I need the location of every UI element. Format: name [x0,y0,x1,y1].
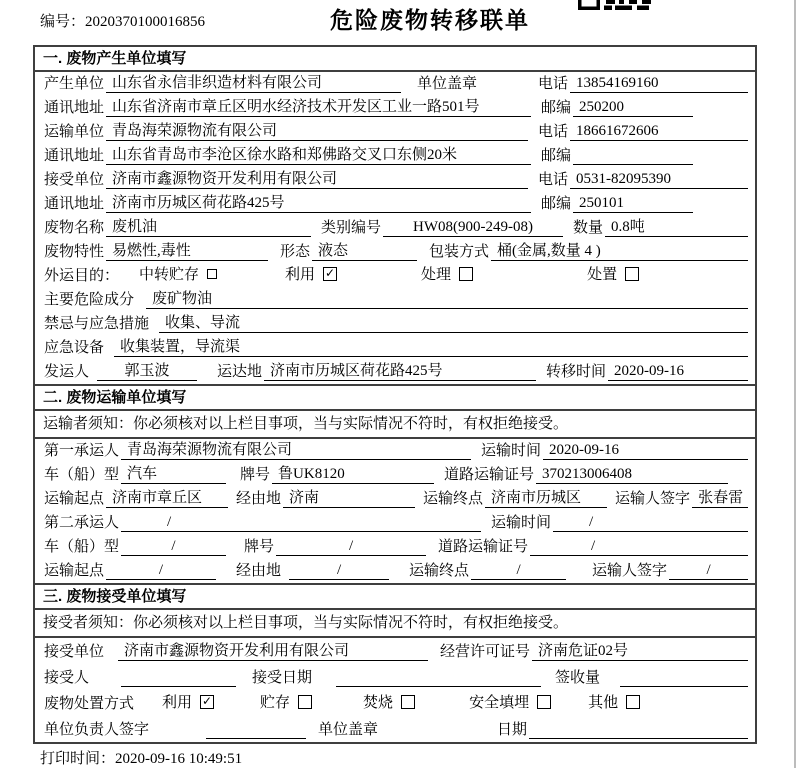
carrier1-terminus-value: 济南市历城区 [485,486,607,508]
taboo-value: 收集、导流 [159,311,748,333]
hazard-label: 主要危险成分 [44,292,135,308]
row-transporter-unit [35,120,755,144]
signed-qty-label: 签收量 [555,670,601,686]
checkbox-label: 其他 [588,695,619,711]
via-label: 经由地 [236,563,282,579]
checkbox-label: 焚烧 [363,695,394,711]
waste-name-value: 废机油 [106,215,311,237]
purpose-option-transfer-storage [139,263,217,285]
quantity-value: 0.8吨 [605,215,748,237]
transfer-time-label: 转移时间 [546,364,607,380]
destination-value: 济南市历城区荷花路425号 [264,359,536,381]
terminus-label: 运输终点 [423,491,484,507]
section-transporter [35,384,755,583]
carrier2-via-value: / [289,562,389,580]
section3-title: 三. 废物接受单位填写 [35,585,755,610]
zip-label: 邮编 [540,148,571,164]
characteristics-value: 易燃性,毒性 [106,239,268,261]
disposal-option-incinerate [363,691,415,713]
row-carrier1-route [35,487,755,511]
checkbox-label: 处置 [587,267,618,283]
category-label: 类别编号 [321,220,382,236]
receiver-value: 济南市鑫源物资开发利用有限公司 [106,167,528,189]
road-permit-label: 道路运输证号 [438,539,529,555]
form-value: 液态 [312,239,417,261]
transporter-notice: 运输者须知：你必须核对以上栏目事项，当与实际情况不符时，有权拒绝接受。 [35,411,755,439]
receiver-zip-value: 250101 [573,195,693,213]
checkbox-icon [459,267,473,281]
row-carrier1 [35,439,755,463]
row-acceptor [35,664,755,690]
row-waste-characteristics [35,240,755,264]
row-taboo-measures [35,312,755,336]
transport-time-label: 运输时间 [490,515,551,531]
checkbox-label: 处理 [421,267,452,283]
category-code-value: HW08(900-249-08) [383,219,563,237]
row-emergency-equipment [35,336,755,360]
carrier1-via-value: 济南 [283,486,415,508]
carrier1-origin-value: 济南市章丘区 [106,486,228,508]
print-time-label: 打印时间： [40,751,116,767]
carrier2-sign-value: / [669,562,748,580]
seal-label: 单位盖章 [318,722,379,738]
checkmark: ✓ [325,265,336,280]
receiver-label: 接受单位 [44,644,105,660]
carrier-sign-label: 运输人签字 [615,491,691,507]
phone-label: 电话 [537,76,568,92]
checkmark: ✓ [202,693,213,708]
checkbox-label: 中转贮存 [139,267,200,283]
responsible-sign-value [206,722,306,739]
address-label: 通讯地址 [44,148,105,164]
checkbox-label: 利用 [162,695,193,711]
accept-date-label: 接受日期 [252,670,313,686]
serial-value: 2020370100016856 [85,14,206,30]
checkbox-checked-icon [200,695,214,709]
checkbox-label: 利用 [285,267,316,283]
carrier2-name-value: / [121,514,481,532]
signed-qty-value [620,670,748,687]
print-time-value: 2020-09-16 10:49:51 [115,751,243,767]
checkbox-label: 安全填埋 [469,695,530,711]
purpose-option-utilize [285,263,337,285]
purpose-option-dispose [587,263,639,285]
row-responsible-signature [35,716,755,742]
taboo-label: 禁忌与应急措施 [44,316,150,332]
vehicle-label: 车（船）型 [44,467,120,483]
responsible-sign-label: 单位负责人签字 [44,722,150,738]
checkbox-icon [537,695,551,709]
receiver-phone-value: 0531-82095390 [570,171,748,189]
checkbox-label: 贮存 [260,695,291,711]
carrier2-vehicle-value: / [121,538,226,556]
checkbox-icon [626,695,640,709]
transporter-zip-value [573,148,693,165]
date-value [529,722,748,739]
characteristics-label: 废物特性 [44,244,105,260]
phone-label: 电话 [537,124,568,140]
checkbox-checked-icon [323,267,337,281]
receiving-unit-value: 济南市鑫源物资开发利用有限公司 [118,639,428,661]
purpose-option-treat [421,263,473,285]
carrier2-time-value: / [553,514,748,532]
section-receiver [35,583,755,742]
receiver-address-value: 济南市历城区荷花路425号 [106,191,531,213]
receiver-label: 接受单位 [44,172,105,188]
disposal-option-store [260,691,312,713]
carrier1-permit-value: 370213006408 [536,466,728,484]
carrier1-name-value: 青岛海荣源物流有限公司 [121,438,471,460]
equipment-value: 收集装置，导流渠 [114,335,748,357]
row-generator-unit [35,72,755,96]
row-carrier2 [35,511,755,535]
row-hazard-components [35,288,755,312]
carrier1-sign-value: 张春雷 [692,486,748,508]
section1-title: 一. 废物产生单位填写 [35,47,755,72]
section2-title: 二. 废物运输单位填写 [35,386,755,411]
shipper-label: 发运人 [44,364,90,380]
road-permit-label: 道路运输证号 [444,467,535,483]
acceptor-value [121,670,236,687]
page-title: 危险废物转移联单 [330,7,530,33]
checkbox-icon [298,695,312,709]
checkbox-icon [625,267,639,281]
row-carrier1-vehicle [35,463,755,487]
generator-zip-value: 250200 [573,99,693,117]
transporter-label: 运输单位 [44,124,105,140]
carrier2-origin-value: / [106,562,216,580]
carrier1-time-value: 2020-09-16 [543,442,748,460]
checkbox-icon [207,269,217,279]
license-value: 济南危证02号 [532,639,748,661]
carrier2-permit-value: / [530,538,748,556]
phone-label: 电话 [537,172,568,188]
row-transporter-address [35,144,755,168]
generator-address-value: 山东省济南市章丘区明水经济技术开发区工业一路501号 [106,95,531,117]
vehicle-label: 车（船）型 [44,539,120,555]
carrier2-label: 第二承运人 [44,515,120,531]
accept-date-value [336,670,541,687]
disposal-option-landfill [469,691,551,713]
generator-label: 产生单位 [44,76,105,92]
transporter-address-value: 山东省青岛市李沧区徐水路和郑佛路交叉口东侧20米 [106,143,531,165]
plate-label: 牌号 [244,539,275,555]
origin-label: 运输起点 [44,563,105,579]
equipment-label: 应急设备 [44,340,105,356]
waste-name-label: 废物名称 [44,220,105,236]
disposal-option-other [588,691,640,713]
checkbox-icon [401,695,415,709]
manifest-form [33,45,757,744]
row-disposal-method [35,690,755,716]
transporter-value: 青岛海荣源物流有限公司 [106,119,528,141]
seal-label: 单位盖章 [417,76,478,92]
shipper-value: 郭玉波 [97,359,197,381]
packaging-value: 桶(金属,数量 4 ) [491,239,748,261]
generator-phone-value: 13854169160 [570,75,748,93]
address-label: 通讯地址 [44,196,105,212]
zip-label: 邮编 [540,196,571,212]
row-receiving-unit [35,638,755,664]
carrier1-vehicle-value: 汽车 [121,462,226,484]
acceptor-label: 接受人 [44,670,90,686]
row-carrier2-vehicle [35,535,755,559]
carrier2-terminus-value: / [471,562,566,580]
print-time-line [40,747,242,768]
purpose-label: 外运目的： [44,268,120,284]
row-receiver-address [35,192,755,216]
transfer-time-value: 2020-09-16 [608,363,748,381]
receiver-notice: 接受者须知：你必须核对以上栏目事项，当与实际情况不符时，有权拒绝接受。 [35,610,755,638]
zip-label: 邮编 [540,100,571,116]
row-shipper [35,360,755,384]
row-purpose [35,264,755,288]
serial-label: 编号： [40,14,86,30]
row-waste-name [35,216,755,240]
row-carrier2-route [35,559,755,583]
carrier-sign-label: 运输人签字 [592,563,668,579]
section-generator [35,47,755,384]
date-label: 日期 [497,722,528,738]
destination-label: 运达地 [217,364,263,380]
transporter-phone-value: 18661672606 [570,123,748,141]
disposal-option-utilize [162,691,214,713]
hazard-value: 废矿物油 [146,287,748,309]
generator-value: 山东省永信非织造材料有限公司 [106,71,401,93]
address-label: 通讯地址 [44,100,105,116]
terminus-label: 运输终点 [409,563,470,579]
carrier1-plate-value: 鲁UK8120 [272,462,434,484]
transport-time-label: 运输时间 [480,443,541,459]
origin-label: 运输起点 [44,491,105,507]
carrier1-label: 第一承运人 [44,443,120,459]
packaging-label: 包装方式 [429,244,490,260]
plate-label: 牌号 [240,467,271,483]
carrier2-plate-value: / [276,538,426,556]
row-receiver-unit [35,168,755,192]
row-generator-address [35,96,755,120]
quantity-label: 数量 [573,220,604,236]
license-label: 经营许可证号 [440,644,531,660]
disposal-label: 废物处置方式 [44,696,135,712]
form-label: 形态 [280,244,311,260]
via-label: 经由地 [236,491,282,507]
